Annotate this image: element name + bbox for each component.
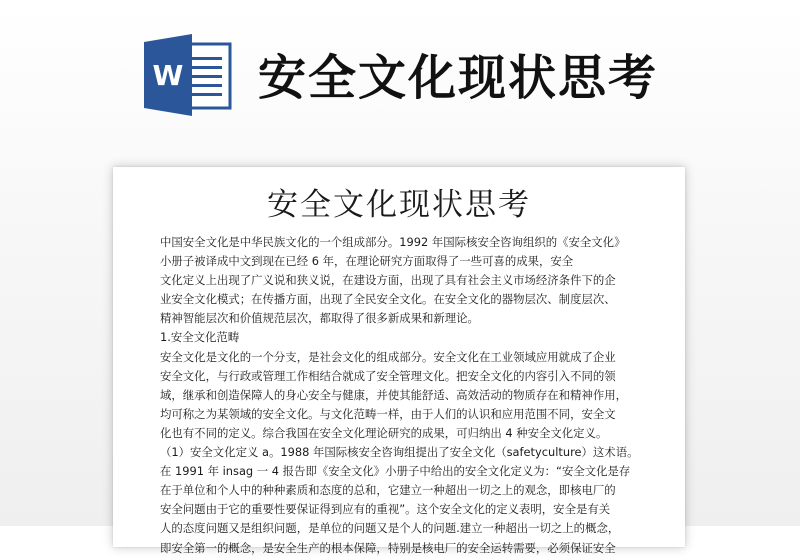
document-line: 在于单位和个人中的种种素质和态度的总和，它建立一种超出一切之上的观念，即核电厂的	[160, 483, 616, 498]
document-line: （1）安全文化定义 a。1988 年国际核安全咨询组提出了安全文化（safetyculture）这术语。	[160, 445, 639, 460]
header-banner	[0, 0, 800, 150]
document-line: 均可称之为某领域的安全文化。与文化范畴一样，由于人们的认识和应用范围不同，安全文	[160, 406, 616, 421]
document-line: 文化定义上出现了广义说和狭义说，在建设方面，出现了具有社会主义市场经济条件下的企	[160, 273, 616, 288]
document-line: 人的态度问题又是组织问题，是单位的问题又是个人的问题.建立一种超出一切之上的概念，	[160, 521, 620, 536]
document-line: 小册子被译成中文到现在已经 6 年，在理论研究方面取得了一些可喜的成果，安全	[160, 254, 574, 269]
document-line: 在 1991 年 insag 一 4 报告即《安全文化》小册子中给出的安全文化定义为：“安全文化是存	[160, 464, 631, 479]
document-line: 安全文化，与行政或管理工作相结合就成了安全管理文化。把安全文化的内容引入不同的领	[160, 368, 616, 383]
word-icon-letter: W	[152, 59, 184, 92]
document-line: 安全文化是文化的一个分支，是社会文化的组成部分。安全文化在工业领域应用就成了企业	[160, 349, 616, 364]
header-title: 安全文化现状思考	[258, 50, 659, 106]
document-line: 安全问题由于它的重要性要保证得到应有的重视”。这个安全文化的定义表明，安全是有关	[160, 502, 611, 517]
document-page	[113, 167, 685, 555]
section-heading: 1.安全文化范畴	[160, 330, 240, 345]
word-document-icon	[142, 34, 234, 116]
document-line: 精神智能层次和价值规范层次，都取得了很多新成果和新理论。	[160, 311, 479, 326]
document-title: 安全文化现状思考	[267, 187, 531, 223]
document-line: 即安全第一的概念，是安全生产的根本保障，特别是核电厂的安全运转需要，必须保证安全	[160, 540, 616, 555]
document-body	[160, 233, 648, 558]
document-line: 化也有不同的定义。综合我国在安全文化理论研究的成果，可归纳出 4 种安全文化定义。	[160, 425, 608, 440]
document-line: 中国安全文化是中华民族文化的一个组成部分。1992 年国际核安全咨询组织的《安全文化》	[160, 235, 626, 249]
document-line: 业安全文化模式；在传播方面，出现了全民安全文化。在安全文化的器物层次、制度层次、	[160, 292, 616, 307]
document-line: 域，继承和创造保障人的身心安全与健康，并使其能舒适、高效活动的物质存在和精神作用，	[160, 387, 628, 402]
